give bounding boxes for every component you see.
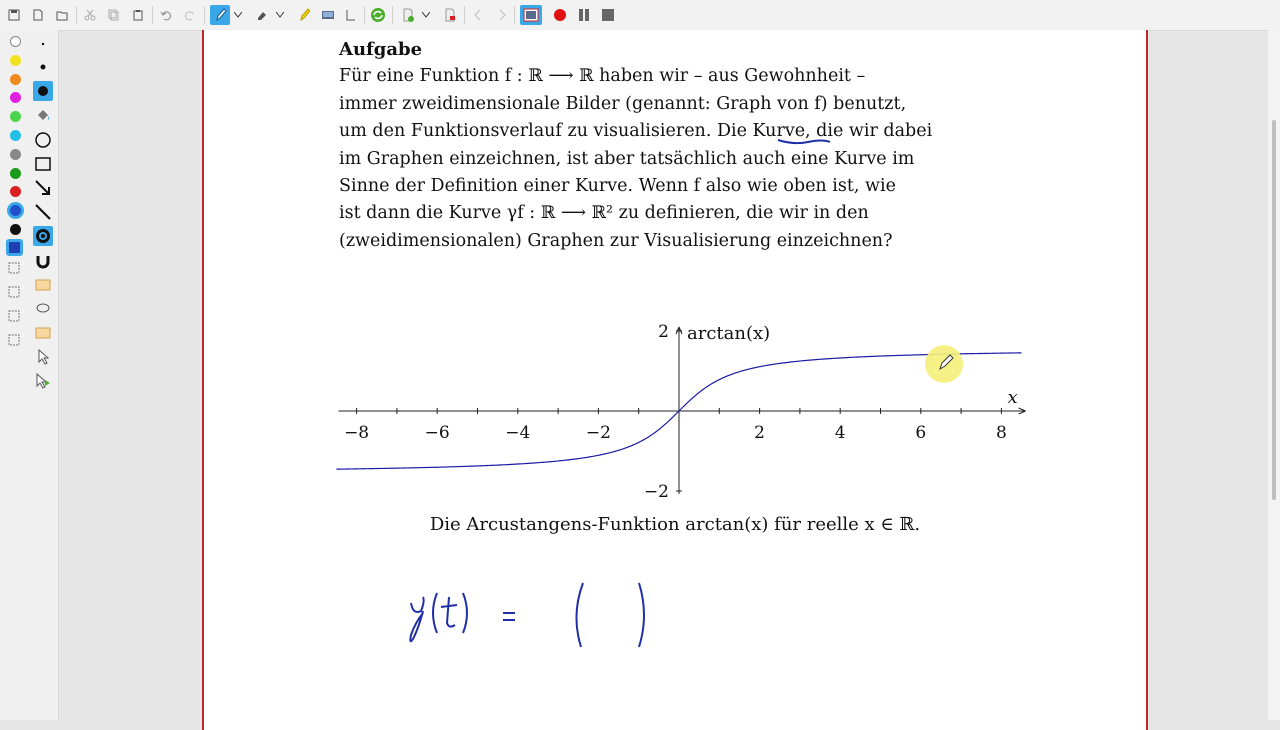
color-swatch[interactable] bbox=[10, 149, 21, 160]
y-tick-label: −2 bbox=[643, 482, 669, 502]
magnet-icon[interactable] bbox=[33, 251, 53, 271]
paragraph-line: im Graphen einzeichnen, ist aber tatsächlich auch eine Kurve im bbox=[339, 148, 915, 169]
exercise-text bbox=[339, 36, 969, 255]
arctan-chart bbox=[324, 305, 1034, 505]
region-icon[interactable] bbox=[33, 323, 53, 343]
target-icon[interactable] bbox=[33, 226, 53, 246]
color-swatch[interactable] bbox=[9, 242, 20, 253]
paragraph-line: immer zweidimensionale Bilder (genannt: Graph von f) benutzt, bbox=[339, 93, 907, 114]
paste-icon[interactable] bbox=[128, 5, 148, 25]
dropdown-icon[interactable] bbox=[274, 5, 286, 25]
refresh-icon[interactable] bbox=[368, 5, 388, 25]
exercise-heading: Aufgabe bbox=[339, 39, 423, 60]
select-lasso-icon[interactable] bbox=[4, 306, 24, 326]
ink-underline bbox=[774, 134, 834, 148]
new-page-icon[interactable] bbox=[28, 5, 48, 25]
add-page-icon[interactable] bbox=[398, 5, 418, 25]
x-tick-label: −8 bbox=[344, 423, 370, 443]
cut-icon[interactable] bbox=[80, 5, 100, 25]
color-swatch[interactable] bbox=[10, 205, 21, 216]
select-rect-icon[interactable] bbox=[4, 258, 24, 278]
figure-caption: Die Arcustangens-Funktion arctan(x) für reelle x ∈ ℝ. bbox=[429, 514, 921, 535]
color-swatch[interactable] bbox=[10, 36, 21, 47]
x-tick-label: −4 bbox=[505, 423, 531, 443]
small-dot-icon[interactable] bbox=[33, 57, 53, 77]
redo-icon[interactable] bbox=[180, 5, 200, 25]
main-toolbar bbox=[0, 0, 1280, 31]
y-tick-label: 2 bbox=[658, 322, 669, 342]
image-icon[interactable] bbox=[318, 5, 338, 25]
pdf-icon[interactable] bbox=[440, 5, 460, 25]
curve-label: arctan(x) bbox=[687, 323, 771, 344]
color-swatch[interactable] bbox=[10, 55, 21, 66]
tool-sidebar bbox=[0, 30, 59, 720]
scroll-thumb[interactable] bbox=[1272, 120, 1276, 500]
pointer-icon[interactable] bbox=[33, 347, 53, 367]
copy-icon[interactable] bbox=[104, 5, 124, 25]
presentation-icon[interactable] bbox=[520, 5, 542, 25]
pointer-highlight bbox=[922, 342, 966, 386]
color-swatch[interactable] bbox=[10, 186, 21, 197]
x-tick-label: 6 bbox=[915, 423, 927, 443]
lasso-icon[interactable] bbox=[33, 299, 53, 319]
forward-icon[interactable] bbox=[492, 5, 512, 25]
tiny-dot-icon[interactable] bbox=[33, 34, 53, 54]
record-icon[interactable] bbox=[550, 5, 570, 25]
document-page bbox=[202, 30, 1148, 730]
play-pointer-icon[interactable] bbox=[33, 371, 53, 391]
select-vertical-icon[interactable] bbox=[4, 330, 24, 350]
dropdown-icon[interactable] bbox=[232, 5, 244, 25]
x-tick-label: 4 bbox=[834, 423, 846, 443]
x-tick-label: −2 bbox=[585, 423, 611, 443]
color-swatch[interactable] bbox=[10, 92, 21, 103]
paragraph-line: Für eine Funktion f : ℝ ⟶ ℝ haben wir – aus Gewohnheit – bbox=[339, 66, 866, 87]
dropdown-icon[interactable] bbox=[420, 5, 432, 25]
vertical-scrollbar[interactable] bbox=[1268, 30, 1280, 720]
paragraph-line: (zweidimensionalen) Graphen zur Visualisierung einzeichnen? bbox=[339, 230, 893, 251]
x-axis-label: x bbox=[1007, 387, 1018, 408]
handwritten-formula bbox=[399, 575, 659, 655]
stretch-icon[interactable] bbox=[33, 275, 53, 295]
select-object-icon[interactable] bbox=[4, 282, 24, 302]
color-swatch[interactable] bbox=[10, 111, 21, 122]
rectangle-icon[interactable] bbox=[33, 154, 53, 174]
stop-icon[interactable] bbox=[598, 5, 618, 25]
arrow-icon[interactable] bbox=[33, 178, 53, 198]
eraser-icon[interactable] bbox=[252, 5, 272, 25]
pen-icon[interactable] bbox=[210, 5, 230, 25]
save-icon[interactable] bbox=[4, 5, 24, 25]
fill-icon[interactable] bbox=[33, 105, 53, 125]
color-swatch[interactable] bbox=[10, 74, 21, 85]
x-tick-label: −6 bbox=[424, 423, 450, 443]
x-tick-label: 8 bbox=[995, 423, 1007, 443]
color-swatch[interactable] bbox=[10, 168, 21, 179]
open-icon[interactable] bbox=[52, 5, 72, 25]
color-swatch[interactable] bbox=[10, 224, 21, 235]
highlighter-icon[interactable] bbox=[294, 5, 314, 25]
large-dot-icon[interactable] bbox=[33, 81, 53, 101]
paragraph-line: um den Funktionsverlauf zu visualisieren. Die Kurve, die wir dabei bbox=[339, 121, 933, 142]
pause-icon[interactable] bbox=[574, 5, 594, 25]
text-icon[interactable] bbox=[340, 5, 360, 25]
color-swatch[interactable] bbox=[10, 130, 21, 141]
undo-icon[interactable] bbox=[156, 5, 176, 25]
paragraph-line: ist dann die Kurve γf : ℝ ⟶ ℝ² zu definieren, die wir in den bbox=[339, 203, 869, 224]
x-tick-label: 2 bbox=[754, 423, 766, 443]
circle-icon[interactable] bbox=[33, 130, 53, 150]
back-icon[interactable] bbox=[468, 5, 488, 25]
paragraph-line: Sinne der Definition einer Kurve. Wenn f also wie oben ist, wie bbox=[339, 176, 896, 197]
line-icon[interactable] bbox=[33, 202, 53, 222]
